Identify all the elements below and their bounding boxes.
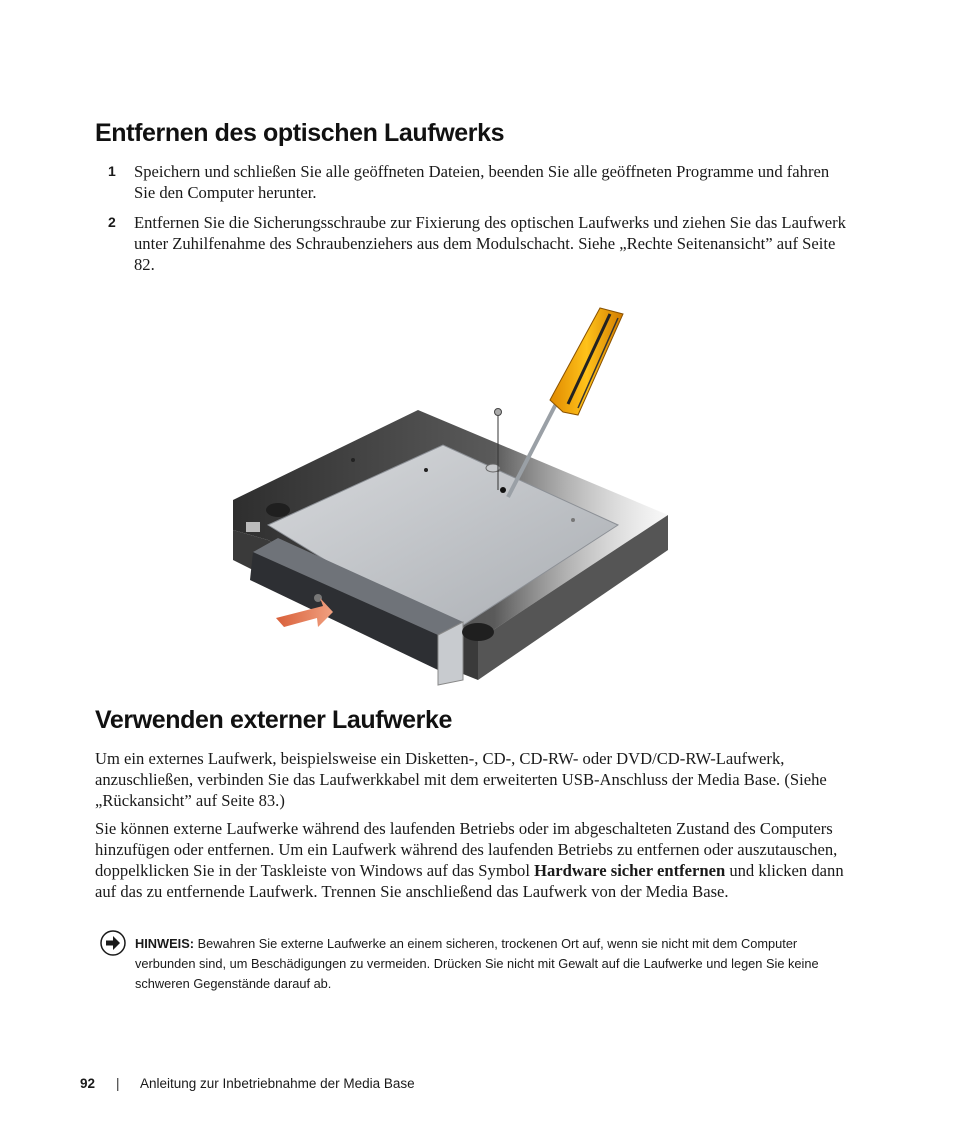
step-number: 2	[108, 214, 116, 230]
footer-separator: |	[116, 1076, 120, 1091]
step-number: 1	[108, 163, 116, 179]
media-base-drive-image	[228, 300, 668, 695]
notice-arrow-icon	[100, 930, 126, 956]
drive-removal-illustration	[228, 300, 668, 695]
step-text: Entfernen Sie die Sicherungsschraube zur Fixierung des optischen Laufwerks und ziehen Sie das Laufwerk unter Zuhilfenahme des Schraubenziehers aus dem Modulschacht. Siehe „Rechte Seitenansicht” auf Seite 82.	[134, 213, 846, 274]
section-title-remove-optical-drive: Entfernen des optischen Laufwerks	[95, 119, 505, 147]
section-title-external-drives: Verwenden externer Laufwerke	[95, 706, 453, 734]
safely-remove-hardware-term: Hardware sicher entfernen	[534, 861, 726, 880]
step-text: Speichern und schließen Sie alle geöffneten Dateien, beenden Sie alle geöffneten Programme und fahren Sie den Computer herunter.	[134, 162, 830, 202]
paragraph-external-drive-connect: Um ein externes Laufwerk, beispielsweise ein Disketten-, CD-, CD-RW- oder DVD/CD-RW-Laufwerk, anzuschließen, verbinden Sie das Laufwerkkabel mit dem erweiterten USB-Anschluss der Media Base. (Siehe „Rückansicht” auf Seite 83.)	[95, 749, 827, 810]
notice-label: HINWEIS:	[135, 936, 195, 951]
paragraph-hot-swap: Sie können externe Laufwerke während des laufenden Betriebs oder im abgeschalteten Zustand des Computers hinzufügen oder entfernen. Um ein Laufwerk während des laufenden Betriebs zu entfernen oder auszutauschen, doppelklicken Sie in der Taskleiste von Windows auf das Symbol Hardware sicher entfernen und klicken dann auf das zu entfernende Laufwerk. Trennen Sie anschließend das Laufwerk von der Media Base.	[95, 819, 844, 901]
notice-text: HINWEIS: Bewahren Sie externe Laufwerke an einem sicheren, trockenen Ort auf, wenn sie nicht mit dem Computer verbunden sind, um Beschädigungen zu vermeiden. Drücken Sie nicht mit Gewalt auf die Laufwerke und legen Sie keine schweren Gegenstände darauf ab.	[135, 936, 819, 991]
page-number: 92	[80, 1076, 96, 1091]
footer-document-title: Anleitung zur Inbetriebnahme der Media Base	[140, 1076, 415, 1091]
